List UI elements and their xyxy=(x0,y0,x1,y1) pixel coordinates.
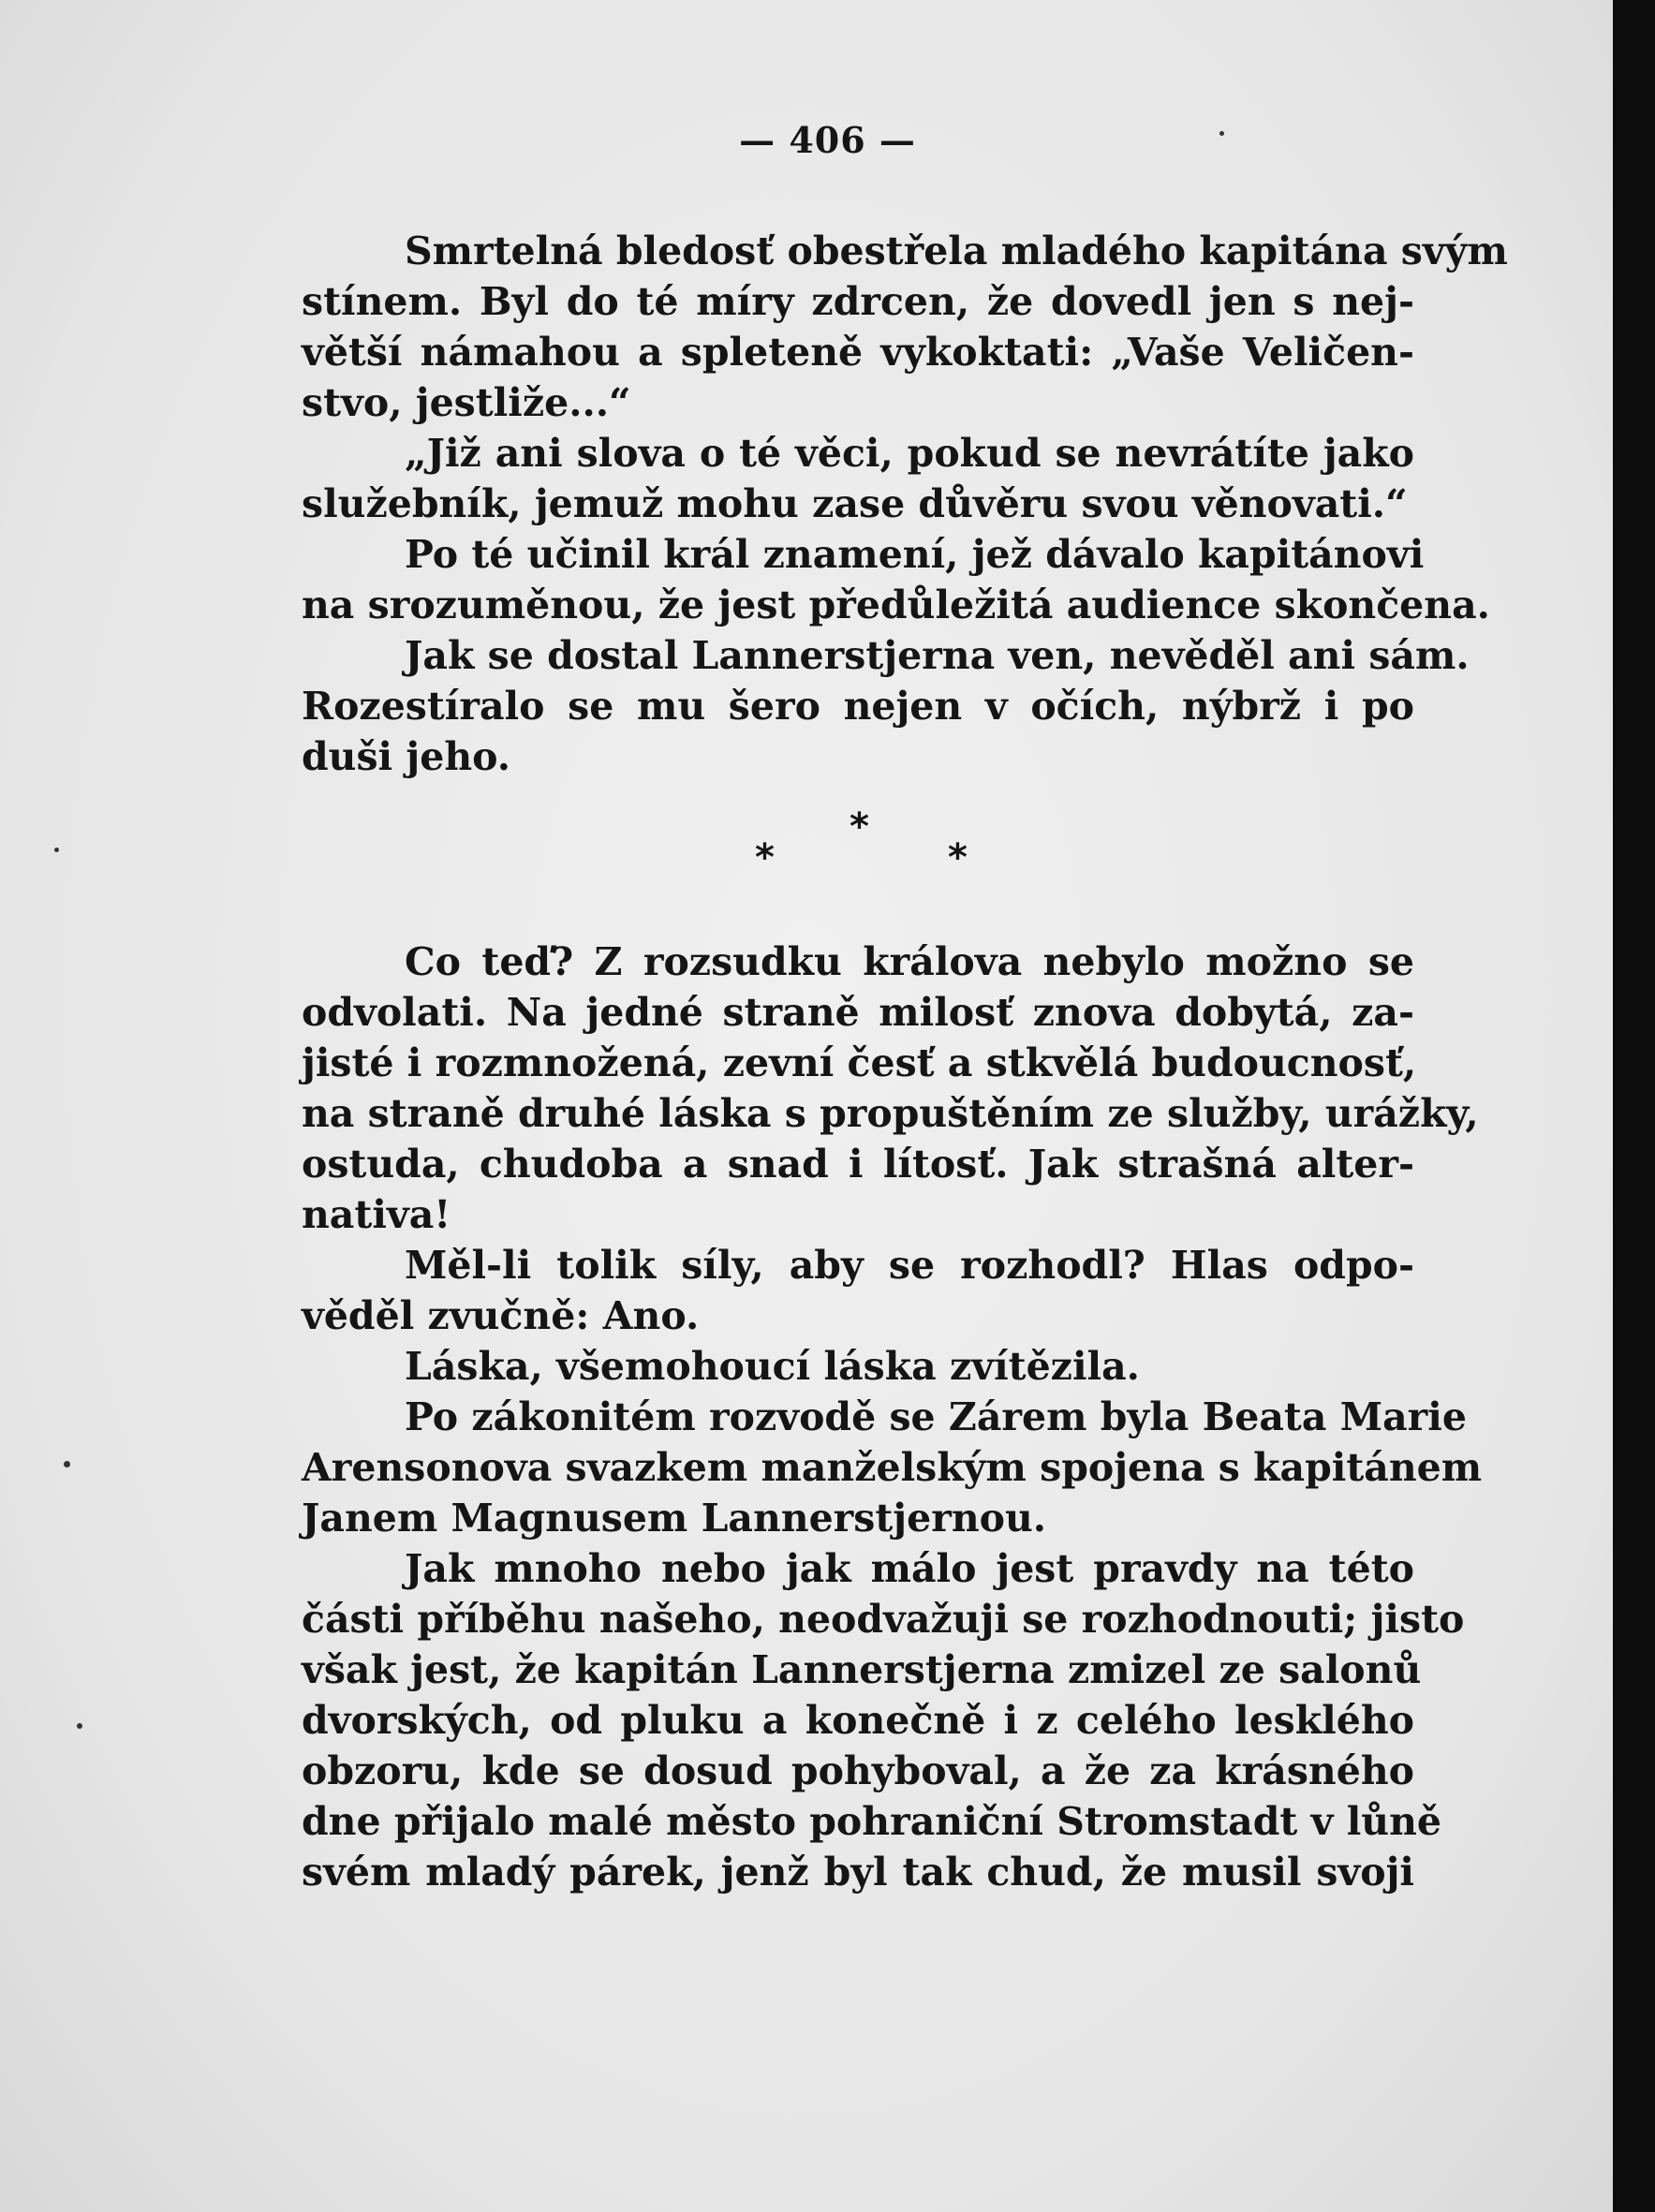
text-line: nativa! xyxy=(302,1192,451,1237)
asterisk-icon: * xyxy=(948,836,968,879)
text-line: Po zákonitém rozvodě se Zárem byla Beata Marie xyxy=(405,1394,1467,1439)
text-line: jisté i rozmnožená, zevní česť a stkvělá budoucnosť, xyxy=(302,1040,1417,1085)
text-line: Po té učinil král znamení, jež dávalo kapitánovi xyxy=(405,532,1425,577)
text-line: Měl-li tolik síly, aby se rozhodl? Hlas odpo- xyxy=(405,1243,1414,1288)
text-line: na straně druhé láska s propuštěním ze služby, urážky, xyxy=(302,1091,1479,1136)
page-number: — 406 — xyxy=(739,119,916,161)
text-line: části příběhu našeho, neodvažuji se rozhodnouti; jisto xyxy=(302,1597,1465,1642)
paper-speck xyxy=(54,848,59,852)
text-line: však jest, že kapitán Lannerstjerna zmizel ze salonů xyxy=(302,1647,1422,1692)
text-line: Smrtelná bledosť obestřela mladého kapitána svým xyxy=(405,229,1508,273)
text-line: služebník, jemuž mohu zase důvěru svou věnovati.“ xyxy=(302,481,1408,526)
text-line: na srozuměnou, že jest předůležitá audience skončena. xyxy=(302,582,1490,627)
text-line: větší námahou a spleteně vykoktati: „Vaše Veličen- xyxy=(302,330,1414,375)
text-line: duši jeho. xyxy=(302,734,511,779)
text-line: Co teď? Z rozsudku králova nebylo možno se xyxy=(405,939,1414,984)
text-line: Jak se dostal Lannerstjerna ven, nevěděl ani sám. xyxy=(405,633,1470,678)
text-line: Láska, všemohoucí láska zvítězila. xyxy=(405,1344,1140,1389)
text-line: ostuda, chudoba a snad i lítosť. Jak strašná alter- xyxy=(302,1142,1414,1187)
asterisk-icon: * xyxy=(755,836,775,879)
text-line: dvorských, od pluku a konečně i z celého lesklého xyxy=(302,1698,1414,1743)
text-line: Janem Magnusem Lannerstjernou. xyxy=(302,1496,1047,1541)
text-line: dne přijalo malé město pohraniční Stromstadt v lůně xyxy=(302,1799,1441,1844)
text-line: „Již ani slova o té věci, pokud se nevrátíte jako xyxy=(405,431,1414,476)
text-line: Arensonova svazkem manželským spojena s kapitánem xyxy=(302,1445,1483,1490)
text-line: Jak mnoho nebo jak málo jest pravdy na této xyxy=(405,1546,1414,1591)
text-line: obzoru, kde se dosud pohyboval, a že za krásného xyxy=(302,1748,1414,1793)
text-line: věděl zvučně: Ano. xyxy=(302,1293,700,1338)
paper-speck xyxy=(64,1461,70,1467)
text-line: stvo, jestliže...“ xyxy=(302,380,631,425)
text-line: svém mladý párek, jenž byl tak chud, že musil svoji xyxy=(302,1850,1414,1895)
paper-speck xyxy=(77,1723,82,1729)
text-line: odvolati. Na jedné straně milosť znova dobytá, za- xyxy=(302,990,1414,1035)
asterisk-icon: * xyxy=(850,805,869,848)
text-line: stínem. Byl do té míry zdrcen, že dovedl jen s nej- xyxy=(302,279,1414,324)
text-line: Rozestíralo se mu šero nejen v očích, nýbrž i po xyxy=(302,684,1414,729)
